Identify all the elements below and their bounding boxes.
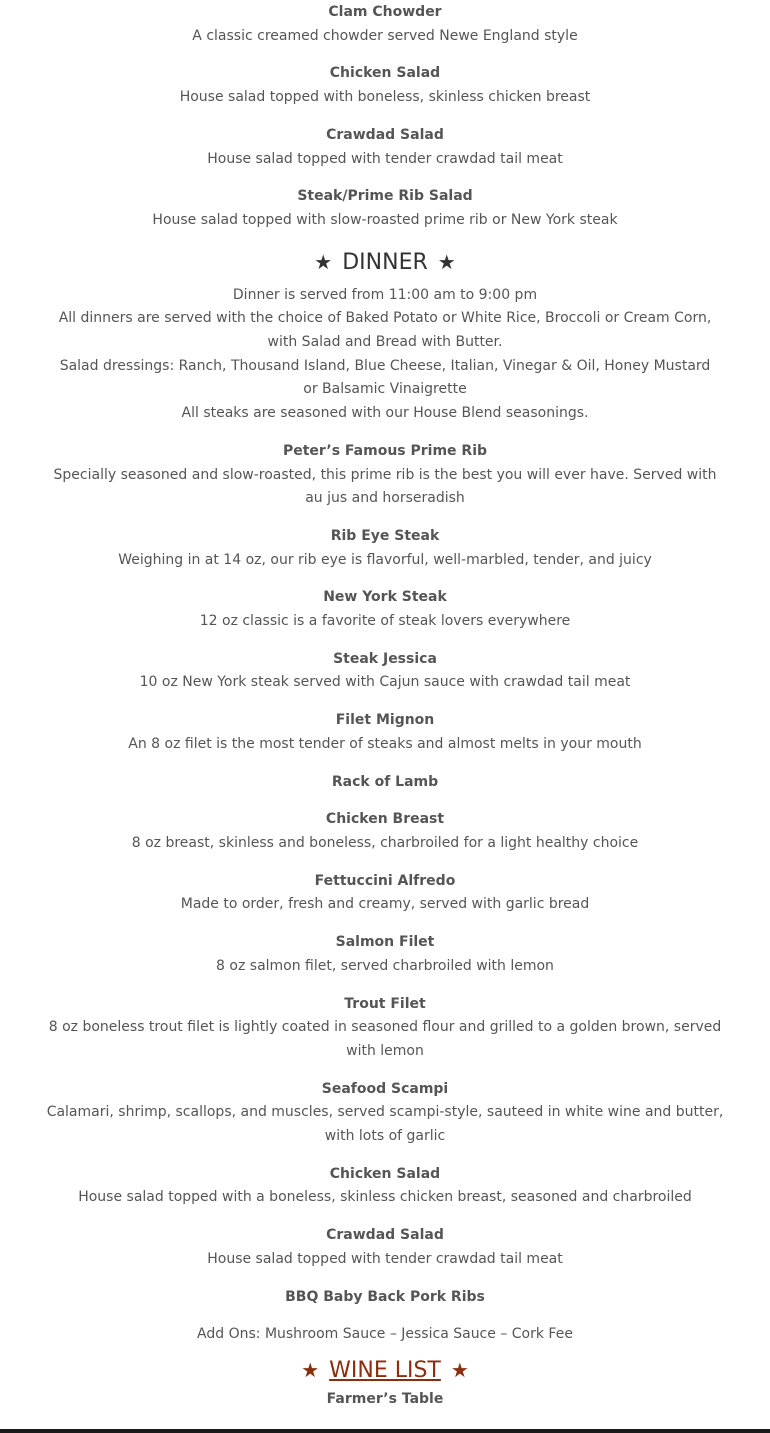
menu-item-name: Chicken Breast bbox=[325, 811, 445, 828]
add-ons-line: Add Ons: Mushroom Sauce – Jessica Sauce – Cork Fee bbox=[197, 1326, 573, 1343]
menu-item bbox=[0, 586, 770, 633]
menu-item-description: 10 oz New York steak served with Cajun sauce with crawdad tail meat bbox=[139, 674, 631, 691]
menu-item-name: Rack of Lamb bbox=[331, 773, 439, 790]
menu-item-description: An 8 oz filet is the most tender of steaks and almost melts in your mouth bbox=[128, 735, 642, 752]
dinner-hours: Dinner is served from 11:00 am to 9:00 pm bbox=[232, 286, 538, 303]
menu-item-description: House salad topped with a boneless, skinless chicken breast, seasoned and charbroiled bbox=[78, 1189, 692, 1206]
wine-list-link[interactable]: WINE LIST bbox=[329, 1357, 441, 1383]
menu-item-name: Filet Mignon bbox=[335, 712, 435, 729]
menu-item-name: Fettuccini Alfredo bbox=[314, 872, 456, 889]
menu-item-name: Seafood Scampi bbox=[321, 1080, 449, 1097]
menu-item-description: Weighing in at 14 oz, our rib eye is flavorful, well-marbled, tender, and juicy bbox=[118, 551, 652, 568]
menu-item bbox=[0, 808, 770, 855]
menu-item-name: New York Steak bbox=[323, 589, 447, 606]
menu-item-description: Calamari, shrimp, scallops, and muscles, served scampi-style, sauteed in white wine and butter, with lots of garlic bbox=[46, 1104, 724, 1145]
menu-item-name: Trout Filet bbox=[344, 995, 426, 1012]
menu-item-name: Crawdad Salad bbox=[326, 1227, 444, 1244]
menu-item-name: Chicken Salad bbox=[329, 65, 441, 82]
lunch-section bbox=[0, 1, 770, 233]
menu-item bbox=[0, 648, 770, 695]
menu-item bbox=[0, 1224, 770, 1271]
wine-item bbox=[0, 1388, 770, 1412]
menu-item-description: 12 oz classic is a favorite of steak lovers everywhere bbox=[199, 613, 571, 630]
menu-item-description: Made to order, fresh and creamy, served with garlic bread bbox=[180, 896, 590, 913]
menu-item bbox=[0, 1078, 770, 1149]
seasoning-note: All steaks are seasoned with our House Blend seasonings. bbox=[181, 405, 589, 422]
menu-item bbox=[0, 525, 770, 572]
menu-item bbox=[0, 709, 770, 756]
menu-item bbox=[0, 1, 770, 48]
menu-item bbox=[0, 870, 770, 917]
menu-item bbox=[0, 124, 770, 171]
salad-dressings-note: Salad dressings: Ranch, Thousand Island, Blue Cheese, Italian, Vinegar & Oil, Honey Mustard or Balsamic Vinaigrette bbox=[59, 357, 711, 398]
menu-item-name: Clam Chowder bbox=[328, 4, 442, 20]
menu-item-name: Steak/Prime Rib Salad bbox=[297, 188, 473, 205]
dinner-title: DINNER bbox=[342, 249, 428, 275]
dinner-heading bbox=[0, 247, 770, 278]
menu-item-description: Specially seasoned and slow-roasted, this prime rib is the best you will ever have. Served with au jus and horseradish bbox=[53, 466, 717, 507]
menu-item-description: A classic creamed chowder served Newe England style bbox=[192, 27, 578, 44]
menu-item bbox=[0, 62, 770, 109]
bottom-divider bbox=[0, 1429, 770, 1433]
menu-item-description: 8 oz salmon filet, served charbroiled with lemon bbox=[216, 957, 554, 974]
menu-item bbox=[0, 185, 770, 232]
menu-item bbox=[0, 931, 770, 978]
dinner-items bbox=[0, 440, 770, 1309]
menu-item-description: 8 oz breast, skinless and boneless, charbroiled for a light healthy choice bbox=[131, 834, 639, 851]
menu-item-name: Crawdad Salad bbox=[326, 126, 444, 143]
menu-item-name: Rib Eye Steak bbox=[330, 527, 440, 544]
wine-list-heading bbox=[0, 1355, 770, 1386]
menu-item bbox=[0, 1163, 770, 1210]
menu-item-name: Salmon Filet bbox=[335, 934, 435, 951]
star-icon: ★ bbox=[437, 249, 456, 274]
menu-item-name: Peter’s Famous Prime Rib bbox=[282, 442, 488, 459]
star-icon: ★ bbox=[301, 1357, 320, 1382]
menu-item bbox=[0, 440, 770, 511]
wine-item-name: Farmer’s Table bbox=[326, 1390, 444, 1407]
menu-item-description: House salad topped with slow-roasted prime rib or New York steak bbox=[152, 211, 618, 228]
menu-item bbox=[0, 771, 770, 795]
menu-item-description: House salad topped with tender crawdad tail meat bbox=[207, 150, 563, 167]
star-icon: ★ bbox=[450, 1357, 469, 1382]
menu-item bbox=[0, 993, 770, 1064]
star-icon: ★ bbox=[314, 249, 333, 274]
menu-item bbox=[0, 1286, 770, 1310]
menu-item-name: BBQ Baby Back Pork Ribs bbox=[285, 1288, 485, 1305]
dinner-intro bbox=[0, 284, 770, 426]
menu-item-description: House salad topped with tender crawdad tail meat bbox=[207, 1250, 563, 1267]
menu-item-description: 8 oz boneless trout filet is lightly coated in seasoned flour and grilled to a golden brown, served with lemon bbox=[48, 1019, 722, 1059]
menu-item-name: Steak Jessica bbox=[333, 650, 437, 667]
dinner-sides-note: All dinners are served with the choice of Baked Potato or White Rice, Broccoli or Cream Corn, with Salad and Bread with Butter. bbox=[58, 310, 712, 351]
menu-item-name: Chicken Salad bbox=[329, 1165, 441, 1182]
menu-item-description: House salad topped with boneless, skinless chicken breast bbox=[179, 89, 591, 106]
